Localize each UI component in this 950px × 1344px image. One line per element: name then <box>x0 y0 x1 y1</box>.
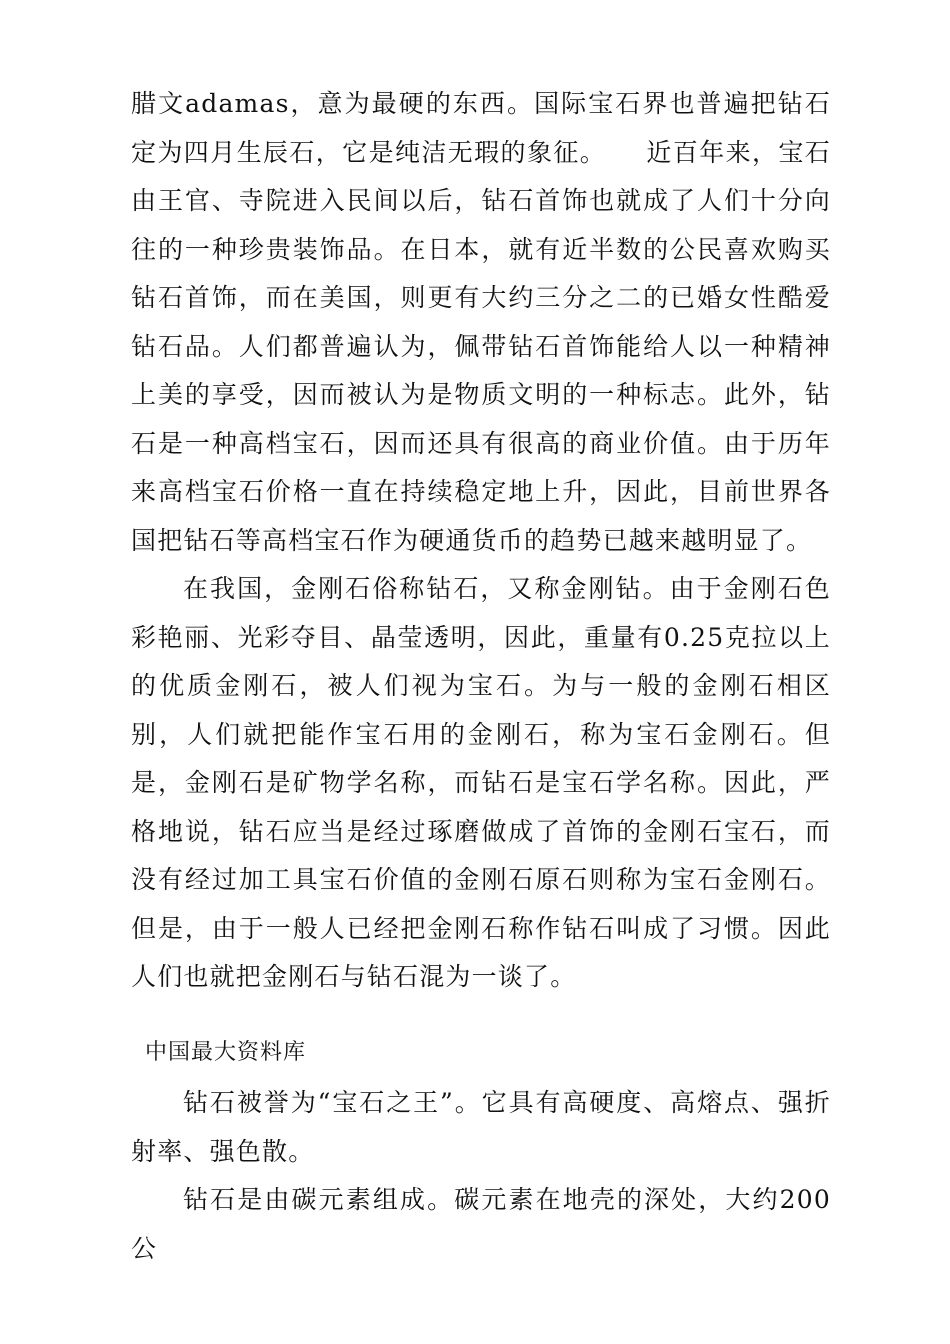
paragraph-diamond-composition: 钻石是由碳元素组成。碳元素在地壳的深处，大约200公 <box>131 1185 831 1263</box>
paragraph-diamond-properties: 钻石被誉为“宝石之王”。它具有高硬度、高熔点、强折射率、强色散。 <box>131 1088 831 1166</box>
body-text-lower <box>131 1079 831 1273</box>
paragraph-diamond-naming: 在我国，金刚石俗称钻石，又称金刚钻。由于金刚石色彩艳丽、光彩夺目、晶莹透明，因此，重量有0.25克拉以上的优质金刚石，被人们视为宝石。为与一般的金刚石相区别，人们就把能作宝石用的金刚石，称为宝石金刚石。但是，金刚石是矿物学名称，而钻石是宝石学名称。因此，严格地说，钻石应当是经过琢磨做成了首饰的金刚石宝石，而没有经过加工具宝石价值的金刚石原石则称为宝石金刚石。但是，由于一般人已经把金刚石称作钻石叫成了习惯。因此人们也就把金刚石与钻石混为一谈了。 <box>131 574 831 991</box>
paragraph-diamond-history: 腊文adamas，意为最硬的东西。国际宝石界也普遍把钻石定为四月生辰石，它是纯洁无瑕的象征。 近百年来，宝石由王官、寺院进入民间以后，钻石首饰也就成了人们十分向往的一种珍贵装饰品。在日本，就有近半数的公民喜欢购买钻石首饰，而在美国，则更有大约三分之二的已婚女性酷爱钻石品。人们都普遍认为，佩带钻石首饰能给人以一种精神上美的享受，因而被认为是物质文明的一种标志。此外，钻石是一种高档宝石，因而还具有很高的商业价值。由于历年来高档宝石价格一直在持续稳定地上升，因此，目前世界各国把钻石等高档宝石作为硬通货币的趋势已越来越明显了。 <box>131 89 831 555</box>
body-text-upper <box>131 80 831 1002</box>
section-heading: 中国最大资料库 <box>145 1040 307 1065</box>
